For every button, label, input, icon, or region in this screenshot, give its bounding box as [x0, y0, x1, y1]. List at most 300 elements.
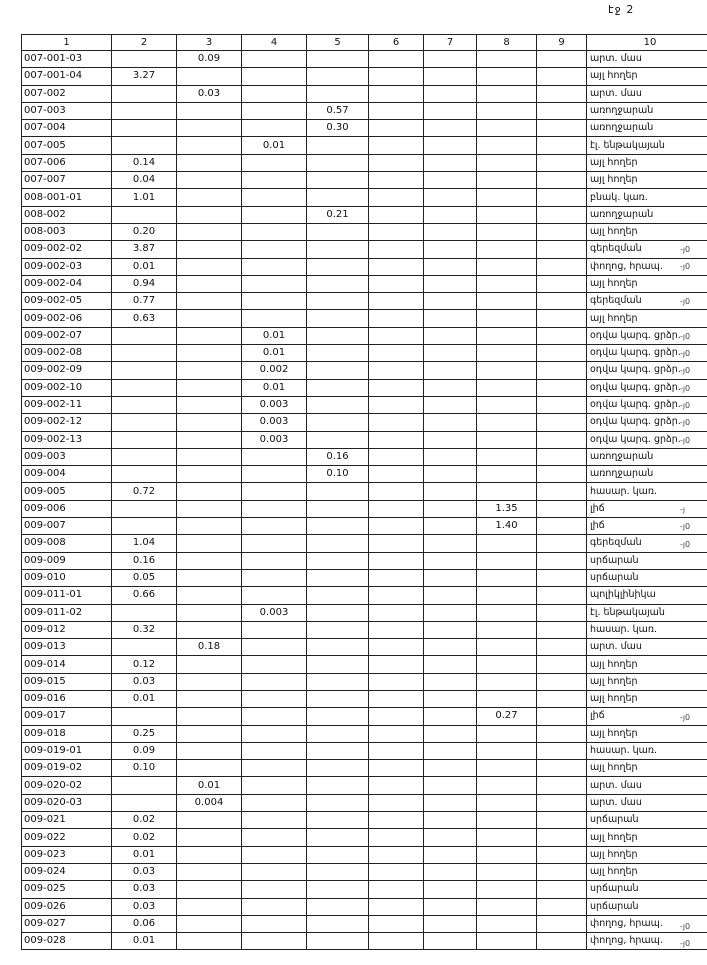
table-row — [22, 742, 707, 759]
area-cell — [307, 535, 369, 552]
area-cell — [477, 414, 537, 431]
area-cell — [537, 379, 587, 396]
area-cell — [537, 293, 587, 310]
area-cell: 0.05 — [112, 569, 177, 586]
area-cell — [537, 829, 587, 846]
parcel-code-cell: 009-026 — [22, 898, 112, 915]
header-cell: 2 — [112, 35, 177, 51]
area-cell — [307, 189, 369, 206]
area-cell — [307, 812, 369, 829]
area-cell — [477, 535, 537, 552]
land-use-cell: լիճ — [587, 500, 707, 517]
table-row — [22, 466, 707, 483]
header-cell: 5 — [307, 35, 369, 51]
area-cell — [477, 258, 537, 275]
area-cell — [369, 552, 424, 569]
table-row — [22, 708, 707, 725]
area-cell — [112, 206, 177, 223]
area-cell — [177, 587, 242, 604]
table-row — [22, 258, 707, 275]
margin-note: -յ0 — [680, 262, 691, 272]
area-cell: 0.30 — [307, 120, 369, 137]
area-cell — [177, 189, 242, 206]
area-cell — [537, 362, 587, 379]
land-use-cell: սրճարան — [587, 812, 707, 829]
area-cell — [307, 933, 369, 950]
area-cell — [537, 621, 587, 638]
table-row — [22, 587, 707, 604]
area-cell — [369, 725, 424, 742]
area-cell: 0.03 — [177, 85, 242, 102]
area-cell — [424, 379, 477, 396]
area-cell — [242, 742, 307, 759]
area-cell — [177, 812, 242, 829]
area-cell — [537, 172, 587, 189]
header-cell: 1 — [22, 35, 112, 51]
area-cell: 0.003 — [242, 604, 307, 621]
header-cell: 6 — [369, 35, 424, 51]
header-cell: 4 — [242, 35, 307, 51]
area-cell — [477, 51, 537, 68]
land-use-cell: էլ. ենթակայան — [587, 604, 707, 621]
area-cell — [307, 708, 369, 725]
margin-note: -յ0 — [680, 938, 691, 948]
area-cell — [369, 223, 424, 240]
area-cell — [369, 362, 424, 379]
area-cell — [424, 829, 477, 846]
area-cell: 0.09 — [177, 51, 242, 68]
area-cell — [369, 690, 424, 707]
area-cell — [424, 172, 477, 189]
area-cell — [369, 85, 424, 102]
land-use-cell: այլ հողեր — [587, 863, 707, 880]
area-cell: 0.01 — [242, 379, 307, 396]
area-cell — [424, 345, 477, 362]
land-use-cell: այլ հողեր — [587, 68, 707, 85]
area-cell: 0.12 — [112, 656, 177, 673]
area-cell — [177, 275, 242, 292]
area-cell — [369, 206, 424, 223]
table-row — [22, 846, 707, 863]
area-cell — [242, 206, 307, 223]
area-cell — [424, 621, 477, 638]
area-cell: 0.04 — [112, 172, 177, 189]
area-cell — [424, 587, 477, 604]
area-cell — [424, 448, 477, 465]
area-cell — [537, 206, 587, 223]
parcel-code-cell: 009-013 — [22, 639, 112, 656]
table-row — [22, 241, 707, 258]
area-cell — [177, 708, 242, 725]
area-cell — [537, 241, 587, 258]
area-cell — [369, 760, 424, 777]
area-cell: 0.18 — [177, 639, 242, 656]
area-cell — [424, 552, 477, 569]
area-cell — [369, 587, 424, 604]
area-cell — [537, 68, 587, 85]
area-cell — [537, 51, 587, 68]
land-use-cell: այլ հողեր — [587, 690, 707, 707]
area-cell — [242, 656, 307, 673]
parcel-code-cell: 007-002 — [22, 85, 112, 102]
area-cell — [242, 587, 307, 604]
area-cell: 0.03 — [112, 898, 177, 915]
area-cell — [477, 621, 537, 638]
area-cell — [307, 604, 369, 621]
area-cell — [537, 863, 587, 880]
area-cell — [537, 102, 587, 119]
area-cell — [424, 673, 477, 690]
area-cell — [424, 396, 477, 413]
area-cell — [242, 552, 307, 569]
area-cell — [369, 777, 424, 794]
parcel-code-cell: 009-027 — [22, 915, 112, 932]
area-cell — [112, 466, 177, 483]
area-cell — [369, 621, 424, 638]
parcel-code-cell: 009-009 — [22, 552, 112, 569]
parcel-code-cell: 007-003 — [22, 102, 112, 119]
area-cell — [424, 51, 477, 68]
area-cell — [477, 293, 537, 310]
area-cell — [537, 777, 587, 794]
area-cell — [242, 466, 307, 483]
area-cell — [177, 466, 242, 483]
area-cell — [369, 846, 424, 863]
area-cell — [369, 881, 424, 898]
area-cell — [112, 345, 177, 362]
area-cell — [242, 898, 307, 915]
land-use-cell: արտ. մաս — [587, 51, 707, 68]
area-cell — [242, 621, 307, 638]
area-cell — [242, 639, 307, 656]
area-cell — [537, 396, 587, 413]
area-cell — [424, 189, 477, 206]
area-cell — [177, 223, 242, 240]
area-cell — [112, 639, 177, 656]
area-cell — [537, 120, 587, 137]
area-cell — [307, 690, 369, 707]
area-cell — [537, 189, 587, 206]
area-cell — [477, 690, 537, 707]
area-cell — [477, 829, 537, 846]
area-cell — [477, 639, 537, 656]
area-cell — [307, 898, 369, 915]
area-cell — [242, 172, 307, 189]
land-use-cell: արտ. մաս — [587, 85, 707, 102]
area-cell — [242, 102, 307, 119]
area-cell — [242, 812, 307, 829]
land-use-cell: գերեզման — [587, 535, 707, 552]
area-cell — [242, 915, 307, 932]
area-cell — [307, 587, 369, 604]
land-use-cell: օդվա կարգ. ցրձր. — [587, 379, 707, 396]
area-cell — [242, 863, 307, 880]
area-cell — [177, 310, 242, 327]
area-cell — [307, 881, 369, 898]
area-cell — [242, 794, 307, 811]
parcel-code-cell: 009-002-02 — [22, 241, 112, 258]
parcel-code-cell: 009-004 — [22, 466, 112, 483]
parcel-code-cell: 009-002-07 — [22, 327, 112, 344]
area-cell — [307, 275, 369, 292]
area-cell — [369, 51, 424, 68]
area-cell — [242, 673, 307, 690]
area-cell: 0.14 — [112, 154, 177, 171]
area-cell — [177, 829, 242, 846]
area-cell — [369, 898, 424, 915]
land-use-cell: այլ հողեր — [587, 656, 707, 673]
area-cell — [177, 881, 242, 898]
area-cell — [242, 569, 307, 586]
area-cell — [307, 51, 369, 68]
area-cell — [307, 673, 369, 690]
area-cell — [477, 777, 537, 794]
area-cell — [177, 898, 242, 915]
area-cell: 0.03 — [112, 863, 177, 880]
parcel-code-cell: 009-012 — [22, 621, 112, 638]
table-row — [22, 794, 707, 811]
area-cell — [307, 431, 369, 448]
area-cell: 3.27 — [112, 68, 177, 85]
area-cell: 1.40 — [477, 518, 537, 535]
area-cell — [424, 120, 477, 137]
area-cell — [424, 604, 477, 621]
parcel-code-cell: 009-016 — [22, 690, 112, 707]
area-cell — [177, 500, 242, 517]
parcel-code-cell: 009-002-13 — [22, 431, 112, 448]
area-cell — [369, 275, 424, 292]
parcel-code-cell: 009-002-10 — [22, 379, 112, 396]
table-row — [22, 863, 707, 880]
area-cell — [177, 414, 242, 431]
area-cell — [307, 172, 369, 189]
area-cell — [242, 275, 307, 292]
area-cell: 0.77 — [112, 293, 177, 310]
parcel-code-cell: 009-002-06 — [22, 310, 112, 327]
table-row — [22, 379, 707, 396]
table-row — [22, 68, 707, 85]
area-cell — [177, 154, 242, 171]
area-cell: 0.03 — [112, 673, 177, 690]
table-row — [22, 431, 707, 448]
area-cell — [477, 68, 537, 85]
area-cell — [307, 68, 369, 85]
area-cell — [242, 223, 307, 240]
area-cell — [177, 120, 242, 137]
area-cell — [307, 794, 369, 811]
area-cell — [242, 258, 307, 275]
area-cell — [477, 812, 537, 829]
table-row — [22, 898, 707, 915]
area-cell — [369, 933, 424, 950]
table-row — [22, 154, 707, 171]
area-cell: 0.002 — [242, 362, 307, 379]
table-row — [22, 777, 707, 794]
area-cell: 0.004 — [177, 794, 242, 811]
parcel-code-cell: 009-022 — [22, 829, 112, 846]
area-cell — [537, 552, 587, 569]
area-cell — [424, 206, 477, 223]
area-cell — [537, 154, 587, 171]
area-cell — [307, 327, 369, 344]
area-cell — [112, 794, 177, 811]
area-cell — [537, 915, 587, 932]
land-use-cell: արտ. մաս — [587, 639, 707, 656]
land-use-cell: օդվա կարգ. ցրձր. — [587, 414, 707, 431]
area-cell — [369, 102, 424, 119]
parcel-code-cell: 009-019-02 — [22, 760, 112, 777]
margin-note: -յ0 — [680, 244, 691, 254]
area-cell: 0.003 — [242, 396, 307, 413]
parcel-code-cell: 009-002-11 — [22, 396, 112, 413]
area-cell — [477, 172, 537, 189]
table-row — [22, 293, 707, 310]
area-cell: 0.21 — [307, 206, 369, 223]
area-cell — [242, 881, 307, 898]
area-cell — [307, 154, 369, 171]
table-row — [22, 535, 707, 552]
area-cell — [242, 293, 307, 310]
area-cell — [424, 656, 477, 673]
area-cell — [537, 327, 587, 344]
land-use-cell: օդվա կարգ. ցրձր. — [587, 327, 707, 344]
area-cell: 0.01 — [242, 345, 307, 362]
table-row — [22, 172, 707, 189]
land-use-cell: օդվա կարգ. ցրձր. — [587, 362, 707, 379]
area-cell: 0.06 — [112, 915, 177, 932]
area-cell — [177, 258, 242, 275]
area-cell — [369, 431, 424, 448]
land-use-cell: առողջարան — [587, 466, 707, 483]
table-row — [22, 500, 707, 517]
area-cell: 0.01 — [112, 258, 177, 275]
area-cell — [242, 68, 307, 85]
parcel-code-cell: 007-004 — [22, 120, 112, 137]
area-cell — [307, 742, 369, 759]
area-cell — [177, 760, 242, 777]
area-cell — [177, 690, 242, 707]
parcel-code-cell: 009-025 — [22, 881, 112, 898]
area-cell — [424, 569, 477, 586]
table-row — [22, 310, 707, 327]
area-cell — [477, 933, 537, 950]
area-cell — [307, 829, 369, 846]
area-cell — [477, 431, 537, 448]
area-cell — [307, 500, 369, 517]
area-cell — [112, 102, 177, 119]
parcel-code-cell: 009-010 — [22, 569, 112, 586]
parcel-code-cell: 009-028 — [22, 933, 112, 950]
margin-note: -յ0 — [680, 348, 691, 358]
area-cell — [477, 241, 537, 258]
area-cell — [112, 51, 177, 68]
area-cell — [537, 310, 587, 327]
land-use-cell: արտ. մաս — [587, 794, 707, 811]
table-row — [22, 812, 707, 829]
area-cell — [177, 863, 242, 880]
area-cell — [477, 102, 537, 119]
area-cell — [369, 500, 424, 517]
area-cell — [177, 846, 242, 863]
parcel-code-cell: 009-003 — [22, 448, 112, 465]
area-cell — [477, 915, 537, 932]
land-use-cell: այլ հողեր — [587, 154, 707, 171]
area-cell — [177, 431, 242, 448]
land-use-cell: այլ հողեր — [587, 760, 707, 777]
land-use-cell: այլ հողեր — [587, 846, 707, 863]
parcel-code-cell: 009-024 — [22, 863, 112, 880]
area-cell — [477, 154, 537, 171]
area-cell — [537, 846, 587, 863]
area-cell: 0.02 — [112, 812, 177, 829]
area-cell — [424, 777, 477, 794]
area-cell: 0.09 — [112, 742, 177, 759]
parcel-code-cell: 009-002-04 — [22, 275, 112, 292]
area-cell — [177, 933, 242, 950]
area-cell — [177, 172, 242, 189]
area-cell: 0.16 — [112, 552, 177, 569]
area-cell — [477, 863, 537, 880]
area-cell — [177, 483, 242, 500]
area-cell — [112, 708, 177, 725]
area-cell — [307, 241, 369, 258]
area-cell — [477, 223, 537, 240]
area-cell: 0.01 — [177, 777, 242, 794]
area-cell — [537, 223, 587, 240]
area-cell — [424, 327, 477, 344]
area-cell — [424, 241, 477, 258]
area-cell — [537, 569, 587, 586]
table-row — [22, 760, 707, 777]
area-cell: 1.01 — [112, 189, 177, 206]
area-cell: 0.003 — [242, 431, 307, 448]
area-cell — [177, 552, 242, 569]
area-cell — [537, 794, 587, 811]
area-cell — [369, 137, 424, 154]
page-label: էջ 2 — [608, 3, 635, 16]
land-use-cell: հասար. կառ. — [587, 483, 707, 500]
area-cell — [477, 310, 537, 327]
table-row — [22, 915, 707, 932]
area-cell — [369, 379, 424, 396]
table-row — [22, 396, 707, 413]
table-row — [22, 604, 707, 621]
area-cell — [307, 725, 369, 742]
margin-note: -յ0 — [680, 418, 691, 428]
area-cell — [307, 518, 369, 535]
area-cell — [477, 362, 537, 379]
area-cell — [424, 431, 477, 448]
area-cell — [242, 760, 307, 777]
area-cell — [242, 725, 307, 742]
table-row — [22, 327, 707, 344]
table-row — [22, 51, 707, 68]
area-cell: 0.66 — [112, 587, 177, 604]
table-row — [22, 621, 707, 638]
area-cell — [242, 310, 307, 327]
area-cell — [537, 535, 587, 552]
land-use-cell: հասար. կառ. — [587, 742, 707, 759]
area-cell — [307, 777, 369, 794]
area-cell — [537, 898, 587, 915]
area-cell — [112, 362, 177, 379]
land-use-cell: այլ հողեր — [587, 310, 707, 327]
area-cell — [424, 690, 477, 707]
area-cell — [242, 51, 307, 68]
area-cell — [307, 483, 369, 500]
parcel-code-cell: 009-019-01 — [22, 742, 112, 759]
area-cell — [177, 293, 242, 310]
